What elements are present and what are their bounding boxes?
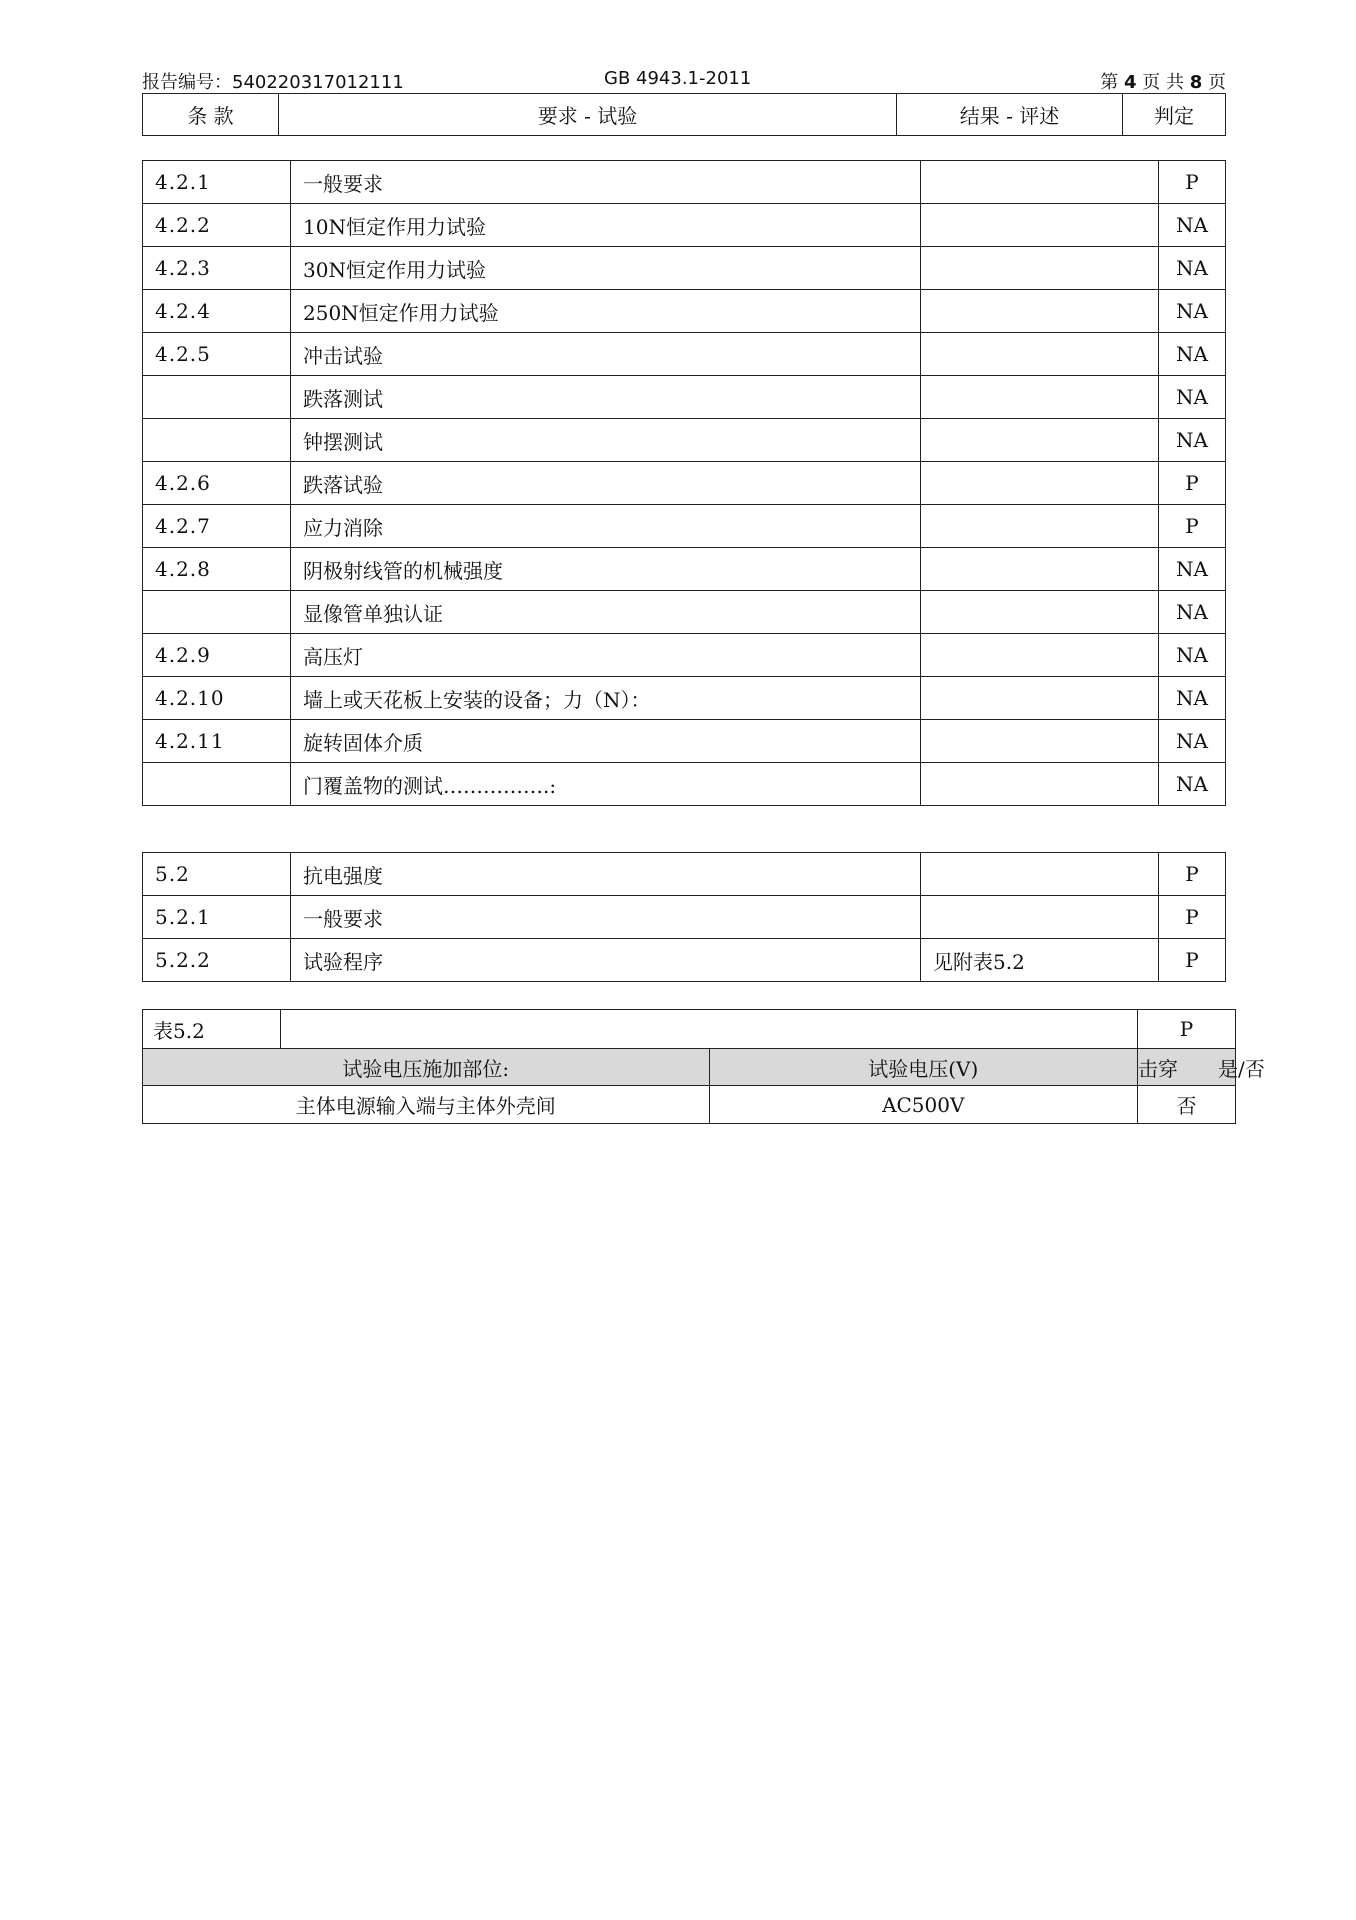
test-voltage: AC500V xyxy=(709,1086,1138,1124)
appendix-title-blank xyxy=(281,1010,1138,1049)
clause-row xyxy=(143,720,1226,763)
requirement-text: 跌落试验 xyxy=(291,462,921,505)
requirement-text: 高压灯 xyxy=(291,634,921,677)
result-text xyxy=(921,419,1159,462)
result-text xyxy=(921,548,1159,591)
clause-row xyxy=(143,290,1226,333)
appendix-header-row xyxy=(143,1049,1236,1086)
page-mid: 页 共 xyxy=(1142,72,1184,93)
verdict-value: P xyxy=(1159,939,1226,982)
appendix-data-row xyxy=(143,1086,1236,1124)
page-suffix: 页 xyxy=(1208,72,1226,93)
result-text xyxy=(921,634,1159,677)
requirement-text: 抗电强度 xyxy=(291,853,921,896)
appendix-header-breakdown: 击穿 是/否 xyxy=(1138,1049,1236,1086)
verdict-value: NA xyxy=(1159,419,1226,462)
verdict-value: NA xyxy=(1159,677,1226,720)
requirement-text: 冲击试验 xyxy=(291,333,921,376)
clause-row xyxy=(143,939,1226,982)
clause-row xyxy=(143,548,1226,591)
clause-table-5-2 xyxy=(142,852,1226,982)
clause-row xyxy=(143,591,1226,634)
clause-number: 4.2.11 xyxy=(143,720,291,763)
clause-number: 4.2.3 xyxy=(143,247,291,290)
clause-number: 5.2.1 xyxy=(143,896,291,939)
result-text xyxy=(921,376,1159,419)
clause-number: 5.2.2 xyxy=(143,939,291,982)
result-text xyxy=(921,720,1159,763)
requirement-text: 阴极射线管的机械强度 xyxy=(291,548,921,591)
clause-row xyxy=(143,505,1226,548)
clause-number: 4.2.8 xyxy=(143,548,291,591)
requirement-text: 钟摆测试 xyxy=(291,419,921,462)
clause-number: 4.2.4 xyxy=(143,290,291,333)
requirement-text: 显像管单独认证 xyxy=(291,591,921,634)
column-header-row xyxy=(143,94,1226,136)
col-result-header: 结果 - 评述 xyxy=(897,94,1123,136)
column-header-table xyxy=(142,93,1226,136)
requirement-text: 10N恒定作用力试验 xyxy=(291,204,921,247)
result-text xyxy=(921,677,1159,720)
requirement-text: 应力消除 xyxy=(291,505,921,548)
result-text xyxy=(921,247,1159,290)
clause-row xyxy=(143,376,1226,419)
result-text xyxy=(921,333,1159,376)
verdict-value: P xyxy=(1159,896,1226,939)
clause-number: 4.2.6 xyxy=(143,462,291,505)
result-text xyxy=(921,290,1159,333)
result-text xyxy=(921,462,1159,505)
clause-number xyxy=(143,763,291,806)
verdict-value: P xyxy=(1159,505,1226,548)
clause-row xyxy=(143,896,1226,939)
appendix-title-row xyxy=(143,1010,1236,1049)
clause-table-5-2-body xyxy=(143,853,1226,982)
result-text: 见附表5.2 xyxy=(921,939,1159,982)
appendix-table-verdict: P xyxy=(1138,1010,1236,1049)
page-prefix: 第 xyxy=(1100,72,1119,93)
clause-row xyxy=(143,763,1226,806)
clause-table-4-2 xyxy=(142,160,1226,806)
verdict-value: NA xyxy=(1159,376,1226,419)
result-text xyxy=(921,505,1159,548)
clause-number: 4.2.9 xyxy=(143,634,291,677)
requirement-text: 30N恒定作用力试验 xyxy=(291,247,921,290)
clause-row xyxy=(143,853,1226,896)
clause-row xyxy=(143,634,1226,677)
clause-row xyxy=(143,677,1226,720)
page-header xyxy=(142,68,1226,92)
test-location: 主体电源输入端与主体外壳间 xyxy=(143,1086,710,1124)
result-text xyxy=(921,853,1159,896)
verdict-value: NA xyxy=(1159,548,1226,591)
clause-number xyxy=(143,419,291,462)
col-requirement-header: 要求 - 试验 xyxy=(279,94,897,136)
result-text xyxy=(921,896,1159,939)
appendix-header-location: 试验电压施加部位: xyxy=(143,1049,710,1086)
verdict-value: P xyxy=(1159,853,1226,896)
verdict-value: NA xyxy=(1159,763,1226,806)
report-number-label: 报告编号： xyxy=(142,72,232,93)
standard-number: GB 4943.1-2011 xyxy=(604,68,752,89)
verdict-value: NA xyxy=(1159,333,1226,376)
page-number: 4 xyxy=(1124,72,1137,93)
verdict-value: NA xyxy=(1159,290,1226,333)
clause-row xyxy=(143,462,1226,505)
verdict-value: NA xyxy=(1159,247,1226,290)
verdict-value: NA xyxy=(1159,634,1226,677)
requirement-text: 墙上或天花板上安装的设备；力（N）： xyxy=(291,677,921,720)
requirement-text: 一般要求 xyxy=(291,161,921,204)
verdict-value: P xyxy=(1159,462,1226,505)
clause-number xyxy=(143,591,291,634)
breakdown-result: 否 xyxy=(1138,1086,1236,1124)
page-total: 8 xyxy=(1189,72,1203,93)
clause-number: 4.2.10 xyxy=(143,677,291,720)
clause-number: 5.2 xyxy=(143,853,291,896)
clause-row xyxy=(143,419,1226,462)
clause-row xyxy=(143,333,1226,376)
requirement-text: 一般要求 xyxy=(291,896,921,939)
clause-row xyxy=(143,247,1226,290)
appendix-table-title: 表5.2 xyxy=(143,1010,281,1049)
clause-number xyxy=(143,376,291,419)
requirement-text: 试验程序 xyxy=(291,939,921,982)
requirement-text: 250N恒定作用力试验 xyxy=(291,290,921,333)
verdict-value: NA xyxy=(1159,591,1226,634)
appendix-header-voltage: 试验电压(V) xyxy=(709,1049,1138,1086)
clause-number: 4.2.5 xyxy=(143,333,291,376)
col-clause-header: 条 款 xyxy=(143,94,279,136)
report-number xyxy=(142,68,404,94)
clause-number: 4.2.1 xyxy=(143,161,291,204)
requirement-text: 门覆盖物的测试…………….: xyxy=(291,763,921,806)
result-text xyxy=(921,161,1159,204)
verdict-value: NA xyxy=(1159,204,1226,247)
clause-number: 4.2.2 xyxy=(143,204,291,247)
requirement-text: 跌落测试 xyxy=(291,376,921,419)
result-text xyxy=(921,591,1159,634)
clause-row xyxy=(143,204,1226,247)
report-number-value: 540220317012111 xyxy=(232,72,404,93)
requirement-text: 旋转固体介质 xyxy=(291,720,921,763)
appendix-table-5-2 xyxy=(142,1009,1265,1124)
verdict-value: NA xyxy=(1159,720,1226,763)
page-indicator xyxy=(1100,68,1226,94)
clause-row xyxy=(143,161,1226,204)
verdict-value: P xyxy=(1159,161,1226,204)
result-text xyxy=(921,204,1159,247)
clause-table-4-2-body xyxy=(143,161,1226,806)
appendix-body xyxy=(143,1086,1236,1124)
result-text xyxy=(921,763,1159,806)
col-verdict-header: 判定 xyxy=(1123,94,1226,136)
clause-number: 4.2.7 xyxy=(143,505,291,548)
